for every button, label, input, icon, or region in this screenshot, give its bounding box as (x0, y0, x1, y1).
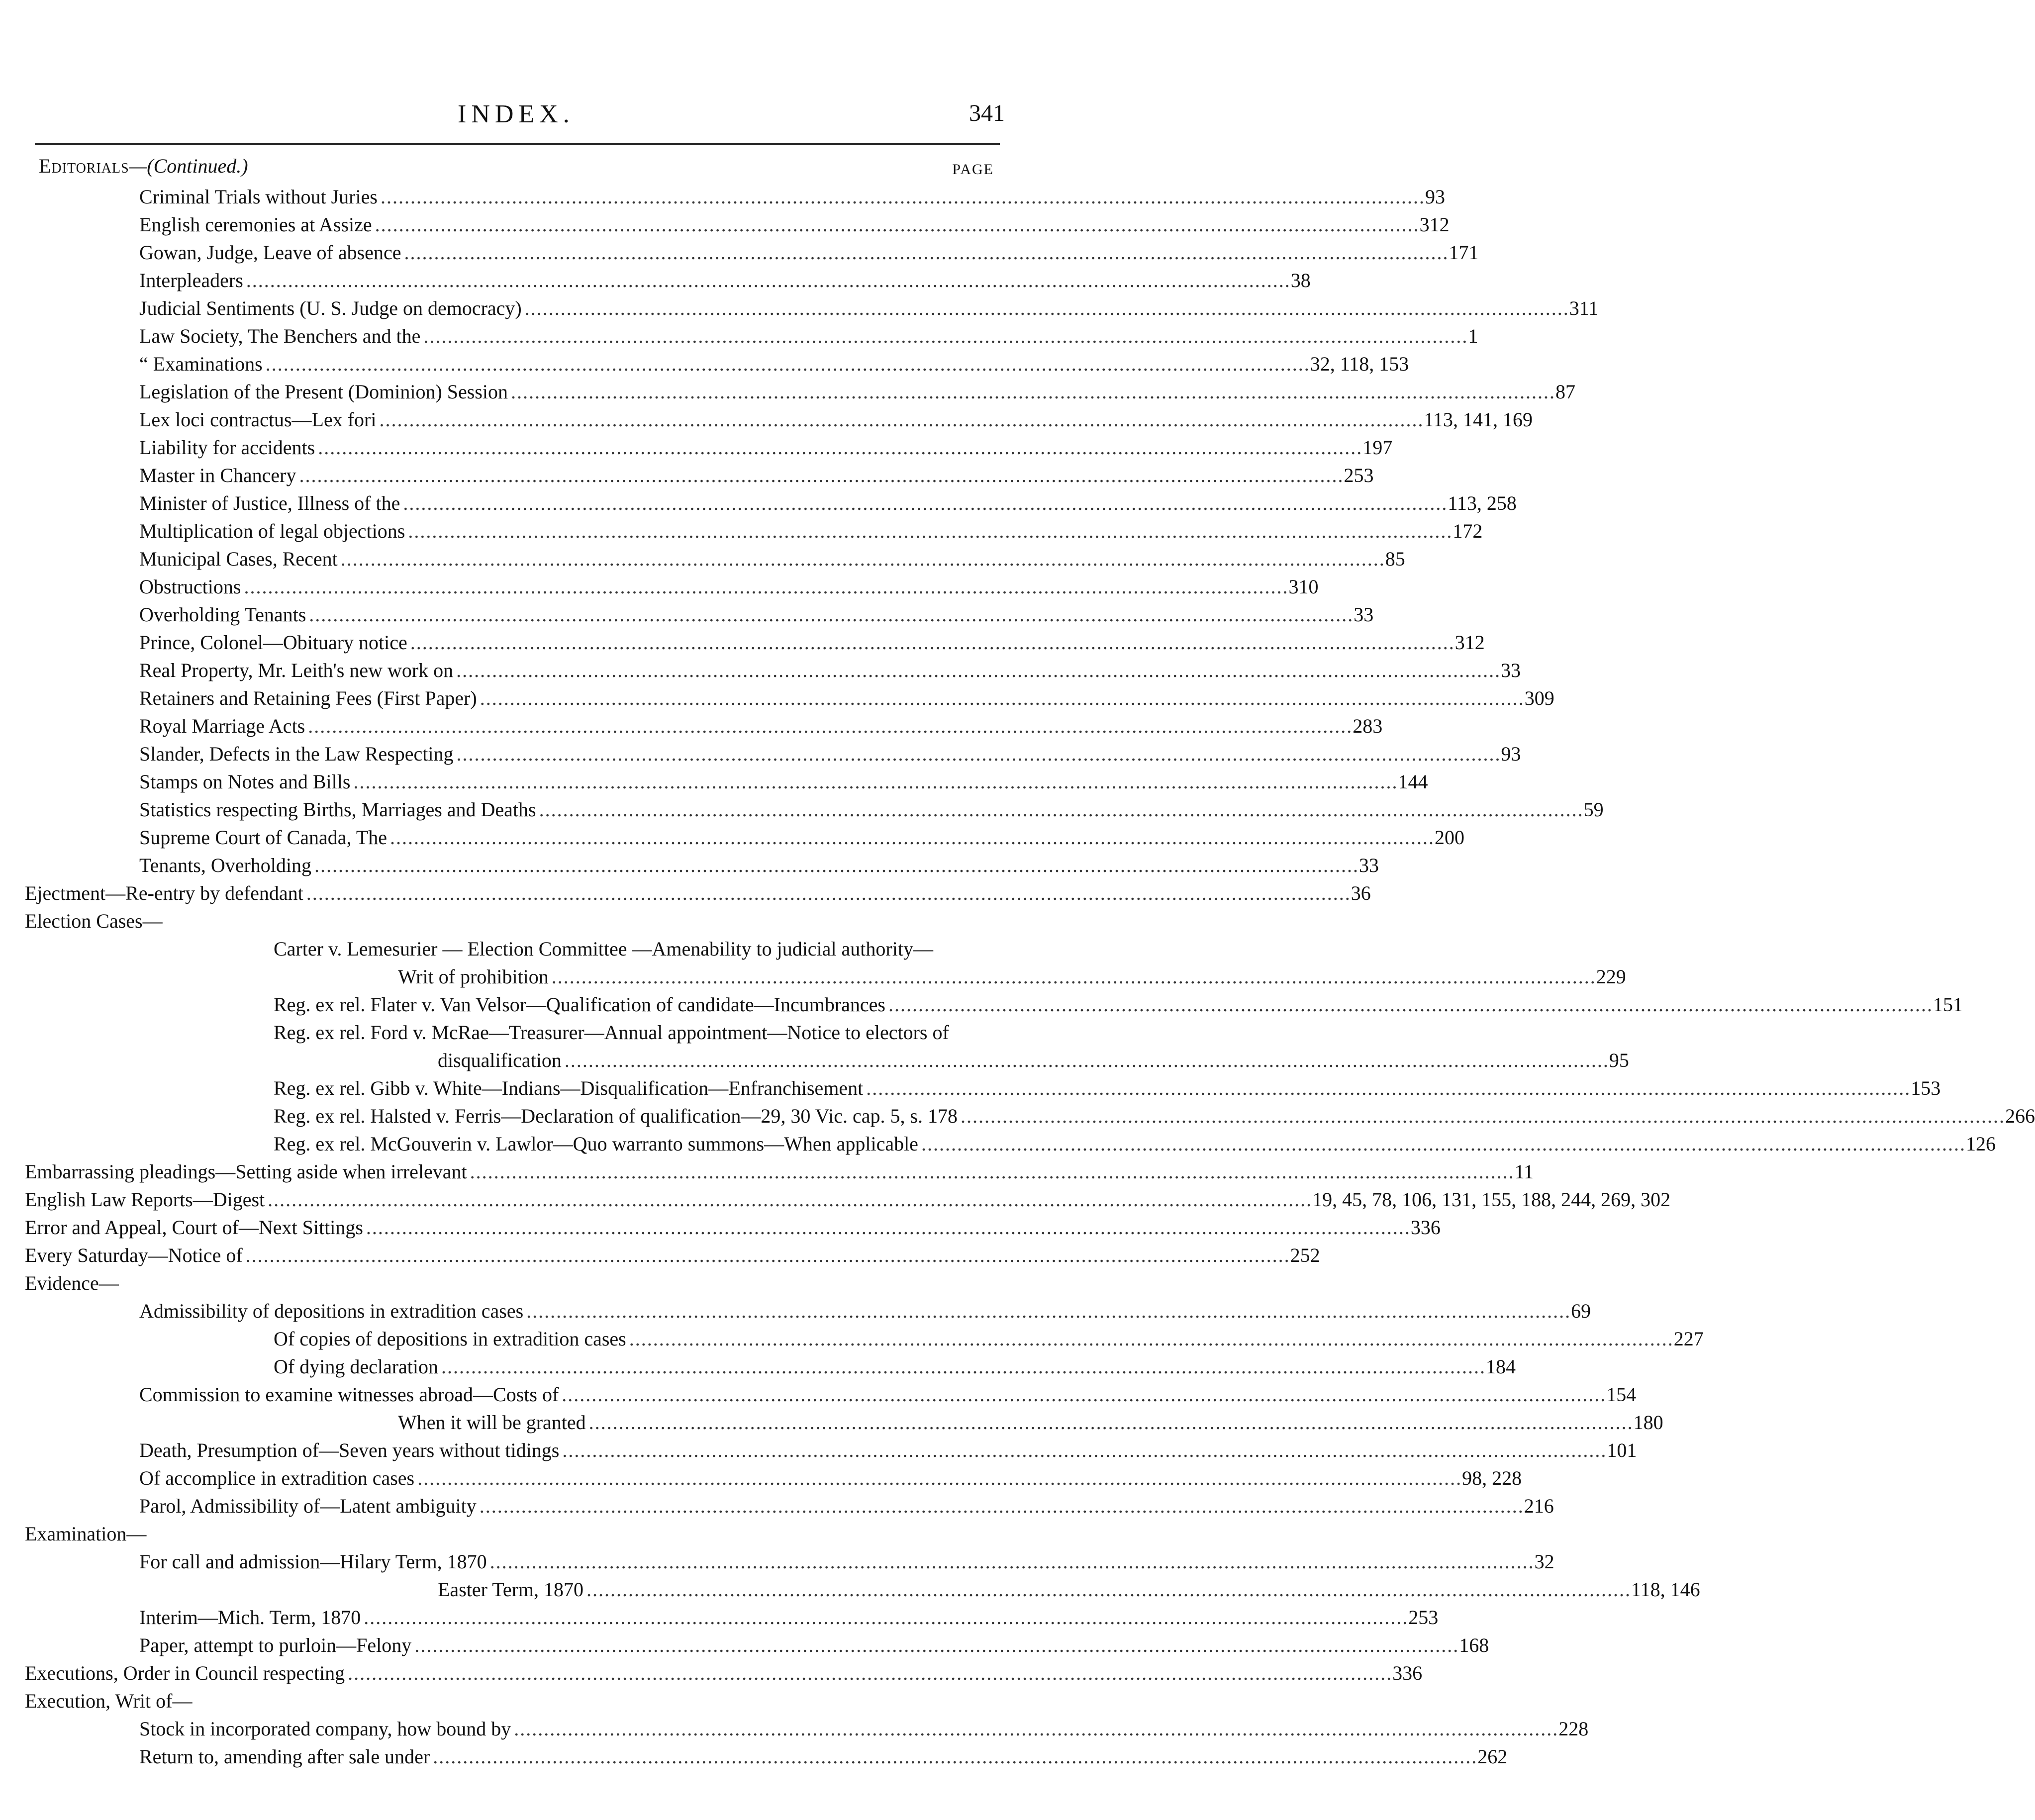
leader-dots (244, 573, 1285, 601)
leader-dots (366, 1214, 1408, 1242)
leader-dots (364, 1604, 1405, 1631)
index-entry (25, 573, 1319, 601)
index-entry-pages: 171 (1449, 241, 1479, 264)
leader-dots (470, 1158, 1512, 1186)
index-entry-text: Gowan, Judge, Leave of absence (139, 241, 401, 264)
leader-dots (539, 796, 1581, 824)
index-entry-text: Slander, Defects in the Law Respecting (139, 743, 454, 765)
index-entry-pages: 93 (1425, 186, 1445, 208)
index-entry (25, 267, 1311, 294)
index-entry (25, 824, 1465, 852)
leader-dots (403, 489, 1445, 517)
leader-dots (552, 963, 1593, 991)
index-entry-text: Real Property, Mr. Leith's new work on (139, 659, 454, 681)
index-entry-text: Every Saturday—Notice of (25, 1244, 243, 1266)
page-number: 341 (969, 100, 1005, 126)
index-entry-text: Master in Chancery (139, 464, 296, 486)
index-entry-pages: 336 (1410, 1216, 1441, 1239)
index-entry-text: Ejectment—Re-entry by defendant (25, 882, 303, 904)
index-entry-text: Reg. ex rel. Flater v. Van Velsor—Qualification of candidate—Incumbrances (274, 993, 885, 1016)
leader-dots (375, 211, 1417, 239)
index-entry-pages: 85 (1385, 548, 1405, 570)
index-entry (25, 322, 1478, 350)
page-column-label: PAGE (952, 161, 994, 178)
index-entry (25, 406, 1533, 434)
leader-dots (629, 1325, 1671, 1353)
leader-dots (404, 239, 1446, 267)
leader-dots (306, 879, 1348, 907)
index-entry-pages: 216 (1524, 1495, 1554, 1517)
index-entry-text: Reg. ex rel. Gibb v. White—Indians—Disqualification—Enfranchisement (274, 1077, 864, 1099)
index-entry (25, 462, 1374, 489)
index-entry-text: Execution, Writ of— (25, 1690, 193, 1712)
index-entry (25, 489, 1517, 517)
leader-dots (511, 378, 1552, 406)
index-entry-text: Admissibility of depositions in extradition cases (139, 1300, 524, 1322)
index-entry-text: When it will be granted (398, 1411, 586, 1434)
index-entry-pages: 69 (1571, 1300, 1591, 1322)
index-entry (25, 239, 1479, 267)
running-title: INDEX. (458, 100, 575, 128)
index-entry-text: Royal Marriage Acts (139, 715, 305, 737)
index-entry-text: English Law Reports—Digest (25, 1188, 265, 1211)
index-entry (25, 183, 1445, 211)
index-entry (25, 991, 1963, 1019)
index-entry-text: Embarrassing pleadings—Setting aside when irrelevant (25, 1160, 467, 1183)
leader-dots (525, 294, 1566, 322)
index-entry-text: “ Examinations (139, 353, 263, 375)
leader-dots (589, 1409, 1631, 1437)
index-entry-pages: 151 (1933, 993, 1963, 1016)
leader-dots (268, 1186, 1309, 1214)
index-entry-text: Examination— (25, 1523, 147, 1545)
index-entry-text: Error and Appeal, Court of—Next Sittings (25, 1216, 363, 1239)
index-entry-text: Retainers and Retaining Fees (First Paper) (139, 687, 477, 709)
index-entry (25, 1548, 1554, 1576)
index-entry (25, 294, 1599, 322)
index-entry-text: Of accomplice in extradition cases (139, 1467, 415, 1489)
index-entry (25, 1353, 1516, 1381)
index-entry-text: Paper, attempt to purloin—Felony (139, 1634, 412, 1656)
index-entry (25, 1325, 1704, 1353)
index-entry-pages: 309 (1524, 687, 1554, 709)
index-entry-text: Legislation of the Present (Dominion) Session (139, 381, 508, 403)
leader-dots (309, 601, 1351, 629)
index-entry (25, 1047, 1629, 1074)
index-entry-text: Obstructions (139, 575, 241, 598)
index-entry-pages: 126 (1965, 1133, 1996, 1155)
index-entry-pages: 312 (1454, 631, 1485, 654)
index-entry (25, 768, 1428, 796)
index-entry (25, 1019, 990, 1047)
index-entry-text: Carter v. Lemesurier — Election Committee —Amenability to judicial authority— (274, 938, 933, 960)
index-entry-text: Supreme Court of Canada, The (139, 826, 388, 849)
leader-dots (314, 852, 1356, 879)
index-entry-pages: 95 (1609, 1049, 1629, 1071)
index-entry (25, 1631, 1489, 1659)
index-entry (25, 657, 1521, 684)
leader-dots (410, 629, 1452, 657)
index-entry-text: Evidence— (25, 1272, 119, 1294)
index-entry (25, 1269, 990, 1297)
index-entry-text: Easter Term, 1870 (438, 1578, 584, 1601)
index-entry-text: Writ of prohibition (398, 965, 549, 988)
index-entry (25, 1242, 1320, 1269)
index-entry (25, 211, 1450, 239)
leader-dots (353, 768, 1395, 796)
index-entry (25, 1130, 1996, 1158)
index-entry-pages: 310 (1288, 575, 1319, 598)
index-entry (25, 796, 1604, 824)
leader-dots (441, 1353, 1483, 1381)
index-entry-text: Overholding Tenants (139, 603, 306, 626)
leader-dots (866, 1074, 1908, 1102)
index-entry-pages: 93 (1501, 743, 1521, 765)
index-entry-pages: 253 (1408, 1606, 1439, 1628)
index-entry-pages: 33 (1501, 659, 1521, 681)
index-entry (25, 1409, 1663, 1437)
leader-dots (961, 1102, 2002, 1130)
index-entry-text: Parol, Admissibility of—Latent ambiguity (139, 1495, 477, 1517)
leader-dots (480, 1492, 1521, 1520)
index-entry (25, 1659, 1423, 1687)
index-entry-pages: 11 (1514, 1160, 1534, 1183)
index-entry (25, 1214, 1441, 1242)
index-entry (25, 1604, 1439, 1631)
index-entry-pages: 36 (1351, 882, 1371, 904)
index-entry-pages: 154 (1606, 1383, 1637, 1406)
index-entry-text: Death, Presumption of—Seven years without tidings (139, 1439, 560, 1461)
index-entry-pages: 253 (1344, 464, 1374, 486)
leader-dots (480, 684, 1522, 712)
index-entry (25, 1520, 990, 1548)
index-entry-text: For call and admission—Hilary Term, 1870 (139, 1550, 487, 1573)
leader-dots (456, 657, 1498, 684)
index-entry-pages: 1 (1468, 325, 1478, 347)
index-entry-pages: 168 (1459, 1634, 1489, 1656)
index-entry-text: Election Cases— (25, 910, 163, 932)
index-entry-pages: 336 (1392, 1662, 1423, 1684)
index-entry (25, 350, 1409, 378)
index-entry-text: Law Society, The Benchers and the (139, 325, 421, 347)
index-entry-pages: 38 (1290, 269, 1311, 291)
leader-dots (379, 406, 1421, 434)
index-entry-pages: 227 (1673, 1328, 1704, 1350)
index-entry-pages: 262 (1477, 1745, 1508, 1768)
index-entry-pages: 101 (1607, 1439, 1637, 1461)
index-entry-text: Stock in incorporated company, how bound by (139, 1718, 511, 1740)
leader-dots (390, 824, 1432, 852)
leader-dots (308, 712, 1350, 740)
index-entry-pages: 118, 146 (1631, 1578, 1700, 1601)
leader-dots (565, 1047, 1606, 1074)
index-entry (25, 601, 1374, 629)
leader-dots (408, 517, 1450, 545)
index-entry-text: Judicial Sentiments (U. S. Judge on democracy) (139, 297, 522, 319)
index-entry (25, 1297, 1591, 1325)
leader-dots (318, 434, 1359, 462)
index-entry-pages: 312 (1419, 213, 1450, 236)
index-entry-text: disqualification (438, 1049, 562, 1071)
index-entry (25, 712, 1383, 740)
index-entry-text: Criminal Trials without Juries (139, 186, 378, 208)
index-entry-text: Minister of Justice, Illness of the (139, 492, 400, 514)
section-heading-label: Editorials (39, 155, 129, 177)
index-entry (25, 1687, 990, 1715)
index-entry (25, 545, 1405, 573)
index-entry-pages: 144 (1398, 770, 1428, 793)
index-entry-pages: 59 (1583, 798, 1604, 821)
section-heading (39, 154, 248, 178)
index-entry-text: Stamps on Notes and Bills (139, 770, 351, 793)
index-entry (25, 740, 1521, 768)
leader-dots (414, 1631, 1456, 1659)
leader-dots (266, 350, 1307, 378)
index-entry (25, 1437, 1637, 1464)
index-entry (25, 1715, 1589, 1743)
section-heading-continued: —(Continued.) (129, 155, 248, 177)
index-entry-pages: 228 (1558, 1718, 1589, 1740)
leader-dots (433, 1743, 1474, 1771)
leader-dots (586, 1576, 1628, 1604)
index-entry-pages: 33 (1359, 854, 1379, 876)
index-entry (25, 1743, 1508, 1771)
index-entry (25, 1464, 1522, 1492)
index-entry-text: Interpleaders (139, 269, 243, 291)
index-entry-text: Interim—Mich. Term, 1870 (139, 1606, 361, 1628)
index-entry-text: English ceremonies at Assize (139, 213, 372, 236)
index-entry-text: Commission to examine witnesses abroad—Costs of (139, 1383, 559, 1406)
index-entry (25, 684, 1554, 712)
leader-dots (423, 322, 1465, 350)
index-entry-text: Executions, Order in Council respecting (25, 1662, 345, 1684)
index-entries (25, 183, 2035, 1771)
index-entry-pages: 200 (1435, 826, 1465, 849)
index-entry-pages: 229 (1596, 965, 1626, 988)
leader-dots (457, 740, 1498, 768)
index-entry (25, 1186, 1671, 1214)
index-entry-pages: 32 (1534, 1550, 1554, 1573)
index-entry-text: Municipal Cases, Recent (139, 548, 338, 570)
running-head (30, 99, 1005, 139)
index-entry-pages: 311 (1569, 297, 1599, 319)
index-entry (25, 1576, 1700, 1604)
index-entry (25, 1074, 1941, 1102)
index-entry-pages: 113, 141, 169 (1424, 408, 1533, 431)
index-entry-text: Multiplication of legal objections (139, 520, 405, 542)
index-entry-pages: 266 (2005, 1105, 2035, 1127)
leader-dots (921, 1130, 1963, 1158)
index-entry-text: Lex loci contractus—Lex fori (139, 408, 377, 431)
index-entry (25, 879, 1371, 907)
index-entry (25, 629, 1485, 657)
index-entry (25, 935, 990, 963)
index-entry-pages: 180 (1633, 1411, 1663, 1434)
index-entry-pages: 197 (1362, 436, 1393, 459)
index-entry-text: Tenants, Overholding (139, 854, 312, 876)
index-entry-pages: 113, 258 (1448, 492, 1517, 514)
header-rule (35, 143, 1000, 145)
index-entry-text: Statistics respecting Births, Marriages and Deaths (139, 798, 536, 821)
index-entry-text: Liability for accidents (139, 436, 315, 459)
leader-dots (417, 1464, 1459, 1492)
index-entry (25, 852, 1379, 879)
leader-dots (526, 1297, 1568, 1325)
leader-dots (562, 1381, 1603, 1409)
index-entry-pages: 32, 118, 153 (1310, 353, 1409, 375)
index-entry-text: Reg. ex rel. McGouverin v. Lawlor—Quo warranto summons—When applicable (274, 1133, 918, 1155)
index-entry-text: Reg. ex rel. Ford v. McRae—Treasurer—Annual appointment—Notice to electors of (274, 1021, 949, 1044)
index-entry (25, 517, 1483, 545)
leader-dots (490, 1548, 1532, 1576)
leader-dots (299, 462, 1341, 489)
index-entry-pages: 252 (1290, 1244, 1320, 1266)
index-entry-text: Of dying declaration (274, 1355, 438, 1378)
leader-dots (562, 1437, 1604, 1464)
index-entry-pages: 87 (1555, 381, 1576, 403)
index-entry-pages: 283 (1353, 715, 1383, 737)
index-entry-pages: 98, 228 (1462, 1467, 1522, 1489)
leader-dots (514, 1715, 1555, 1743)
index-entry (25, 1381, 1637, 1409)
index-entry (25, 378, 1576, 406)
index-entry-pages: 184 (1486, 1355, 1516, 1378)
leader-dots (246, 267, 1288, 294)
index-entry-text: Of copies of depositions in extradition cases (274, 1328, 626, 1350)
index-entry (25, 1102, 2035, 1130)
index-entry-text: Return to, amending after sale under (139, 1745, 430, 1768)
index-entry-pages: 33 (1354, 603, 1374, 626)
leader-dots (341, 545, 1382, 573)
index-entry-text: Reg. ex rel. Halsted v. Ferris—Declaration of qualification—29, 30 Vic. cap. 5, s. 178 (274, 1105, 958, 1127)
index-entry-pages: 172 (1453, 520, 1483, 542)
index-entry (25, 963, 1626, 991)
index-entry (25, 907, 990, 935)
index-entry-text: Prince, Colonel—Obituary notice (139, 631, 407, 654)
leader-dots (246, 1242, 1287, 1269)
index-entry-pages: 153 (1911, 1077, 1941, 1099)
leader-dots (381, 183, 1422, 211)
index-entry (25, 1492, 1554, 1520)
index-entry (25, 434, 1393, 462)
leader-dots (888, 991, 1930, 1019)
index-entry (25, 1158, 1534, 1186)
index-entry-pages: 19, 45, 78, 106, 131, 155, 188, 244, 269, 302 (1312, 1188, 1671, 1211)
leader-dots (348, 1659, 1389, 1687)
